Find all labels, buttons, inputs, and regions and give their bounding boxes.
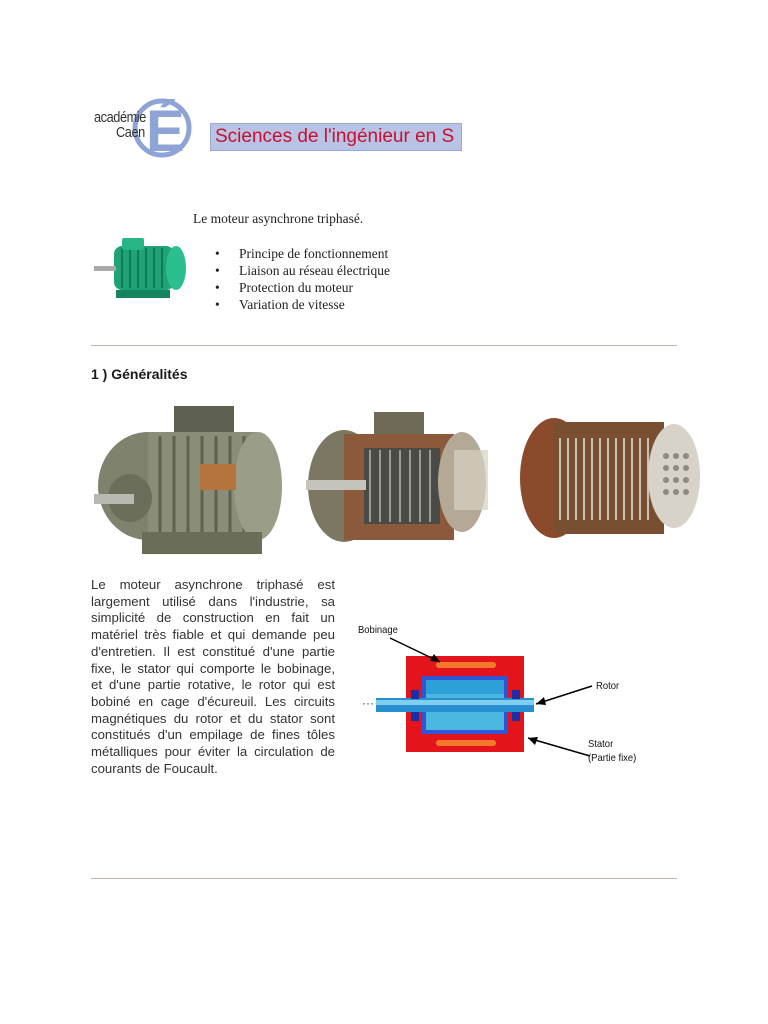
label-stator-sub: (Partie fixe) bbox=[588, 752, 637, 764]
divider bbox=[91, 878, 677, 879]
motor-thumbnail bbox=[92, 232, 190, 306]
topic-item: • Variation de vitesse bbox=[213, 296, 390, 313]
label-stator: Stator bbox=[588, 738, 614, 750]
topic-item: • Principe de fonctionnement bbox=[213, 245, 390, 262]
intro-title: Le moteur asynchrone triphasé. bbox=[193, 211, 364, 226]
topic-item: • Protection du moteur bbox=[213, 279, 390, 296]
title-banner bbox=[210, 123, 462, 151]
banner-text: Sciences de l'ingénieur en S bbox=[215, 126, 455, 147]
topic-item: • Liaison au réseau électrique bbox=[213, 262, 390, 279]
academie-caen-logo bbox=[90, 84, 200, 164]
label-bobinage: Bobinage bbox=[358, 624, 398, 636]
motor-photo-stator bbox=[514, 408, 704, 548]
logo-letter: É bbox=[146, 99, 185, 164]
section-heading: 1 ) Généralités bbox=[91, 366, 188, 382]
label-rotor: Rotor bbox=[596, 680, 620, 692]
logo-line-1: académie bbox=[94, 109, 146, 126]
logo-line-2: Caen bbox=[116, 124, 145, 141]
svg-text:···: ··· bbox=[362, 696, 374, 710]
topic-list bbox=[213, 245, 390, 313]
description-paragraph: Le moteur asynchrone triphasé est largement utilisé dans l'industrie, sa simplicité de construction en fait un matériel très fiable et qui demande peu d'entretien. Il est constitué d'une partie fixe, le stator qui comporte le bobinage, et d'une partie rotative, le rotor qui est bobiné en cage d'écureuil. Les circuits magnétiques du rotor et du stator sont constitués d'un empilage de fines tôles métalliques pour éviter la circulation de courants de Foucault. bbox=[91, 577, 335, 776]
divider bbox=[91, 345, 677, 346]
motor-photo-exterior bbox=[90, 402, 286, 558]
motor-diagram bbox=[356, 620, 656, 770]
motor-photo-cutaway bbox=[304, 410, 494, 550]
